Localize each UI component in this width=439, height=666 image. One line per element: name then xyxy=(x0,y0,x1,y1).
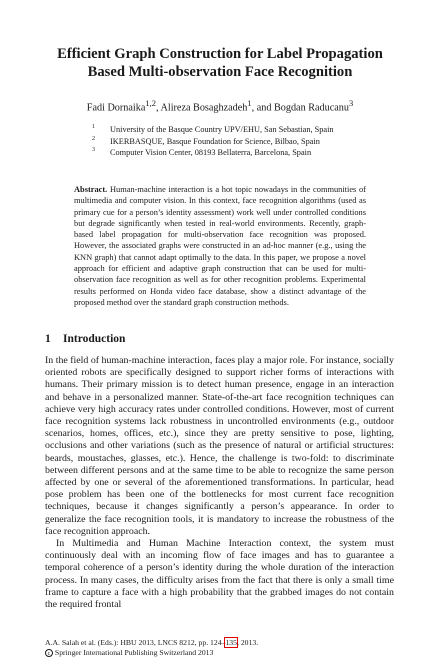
affiliation-list xyxy=(92,124,392,159)
abstract xyxy=(74,184,366,308)
paragraph: In Multimedia and Human Machine Interaction context, the system must continuously deal with an incoming flow of face images and has to guarantee a temporal coherence of a person’s identity during the whole duration of the interaction process. In many cases, the difficulty arises from the fact that there is only a small time frame to capture a face with a high probability that the grabbed images do not contain the required frontal xyxy=(45,538,394,611)
affiliation-superscript: 2 xyxy=(92,135,95,142)
author-superscript: 1 xyxy=(247,98,252,108)
affiliation-superscript: 3 xyxy=(92,147,95,154)
section-number: 1 xyxy=(45,333,51,345)
section-heading xyxy=(45,333,125,345)
author-separator: , and xyxy=(251,102,274,114)
citation-line xyxy=(45,638,258,648)
affiliation xyxy=(92,136,392,148)
affiliation xyxy=(92,147,392,159)
author-name: Alireza Bosaghzadeh xyxy=(160,102,248,114)
author-superscript: 3 xyxy=(348,98,354,108)
paragraph: In the field of human-machine interaction, faces play a major role. For instance, socially oriented robots are specifically designed to support richer forms of interactions with humans. Their primary mission is to detect human presence, engage in an interaction and behave in a personalized manner. State-of-the-art face recognition techniques can achieve very high accuracy rates under controlled conditions. However, most of current face recognition systems lack robustness in uncontrolled environments (e.g., outdoor scenarios, homes, offices, etc.), since they are pretty sensitive to pose, lighting, occlusions and other variations (such as the presence of natural or artificial structures: beards, moustaches, glasses, etc.). Hence, the challenge is two-fold: to discriminate between different persons and at the same time to be able to recognize the same person affected by one or several of the aforementioned transformations. In particular, head pose problem has been one of the bottlenecks for most current face recognition techniques, because it changes significantly a person’s appearance. In order to generalize the face recognition tools, it is mandatory to increase the robustness of the face recognition approach. xyxy=(45,355,394,537)
affiliation xyxy=(92,124,392,136)
page-footer xyxy=(45,638,258,658)
author-separator: , xyxy=(155,102,161,114)
copyright-text: Springer International Publishing Switzerland 2013 xyxy=(53,647,214,657)
copyright-line xyxy=(45,648,258,658)
affiliation-text: University of the Basque Country UPV/EHU, San Sebastian, Spain xyxy=(110,125,334,134)
copyright-icon: c xyxy=(45,649,53,657)
author-list xyxy=(30,98,410,113)
title-line-1: Efficient Graph Construction for Label Propagation xyxy=(57,46,383,62)
title-line-2: Based Multi-observation Face Recognition xyxy=(87,64,353,80)
citation-suffix: , 2013. xyxy=(236,638,259,647)
author-name: Bogdan Raducanu xyxy=(273,102,349,114)
page-range-link[interactable]: 135 xyxy=(225,638,237,647)
paper-title xyxy=(40,45,400,81)
abstract-label: Abstract. xyxy=(74,185,108,194)
citation-prefix: A.A. Salah et al. (Eds.): HBU 2013, LNCS 8212, pp. 124– xyxy=(45,638,226,647)
author-name: Fadi Dornaika xyxy=(86,102,146,114)
affiliation-text: Computer Vision Center, 08193 Bellaterra, Barcelona, Spain xyxy=(110,148,312,158)
affiliation-text: IKERBASQUE, Basque Foundation for Science, Bilbao, Spain xyxy=(110,136,320,146)
body-text xyxy=(45,355,394,611)
section-title: Introduction xyxy=(63,333,126,345)
affiliation-superscript: 1 xyxy=(92,124,95,130)
author-superscript: 1,2 xyxy=(145,98,156,108)
abstract-text: Human-machine interaction is a hot topic nowadays in the communities of multimedia and computer vision. In this context, face recognition algorithms (used as primary cue for a person’s identity assessment) work well under controlled conditions but degrade significantly when tested in real-world environments. Recently, graph-based label propagation for multi-observation face recognition was proposed. However, the associated graphs were constructed in an ad-hoc manner (e.g., using the KNN graph) that cannot adapt optimally to the data. In this paper, we propose a novel approach for efficient and adaptive graph construction that can be used for multi-observation face recognition as well as for other recognition problems. Experimental results performed on Honda video face database, show a distinct advantage of the proposed method over the standard graph construction methods. xyxy=(74,185,366,307)
